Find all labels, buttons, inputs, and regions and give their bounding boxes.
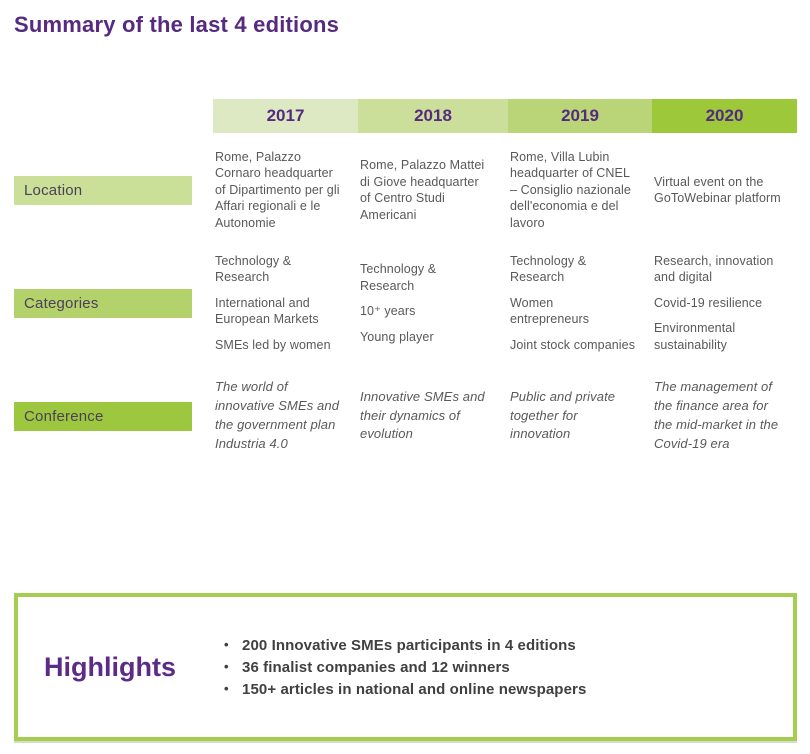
category-item: Covid-19 resilience	[654, 295, 763, 310]
category-item: Young player	[360, 329, 434, 344]
highlight-item: • 36 finalist companies and 12 winners	[220, 659, 586, 676]
category-item: Technology & Research	[360, 262, 437, 293]
conference-cell-2020: The management of the finance area for the mid-market in the Covid-19 era	[654, 379, 779, 451]
conference-label-col	[14, 364, 213, 468]
location-row	[14, 142, 797, 238]
categories-row	[14, 242, 797, 364]
category-item: 10⁺ years	[360, 304, 416, 318]
category-item: Women entrepreneurs	[510, 295, 590, 327]
highlights-box	[14, 593, 797, 741]
highlight-item: • 200 Innovative SMEs participants in 4 editions	[220, 637, 586, 654]
location-cell-2017: Rome, Palazzo Cornaro headquarter of Dipartimento per gli Affari regionali e le Autonomie	[215, 149, 340, 230]
category-item: Joint stock companies	[510, 337, 636, 352]
row-label-categories: Categories	[14, 289, 192, 318]
category-item: Research, innovation and digital	[654, 253, 774, 285]
row-label-location: Location	[14, 176, 192, 205]
categories-cell-2017	[213, 242, 358, 364]
categories-cell-2018	[358, 242, 508, 364]
highlight-item: • 150+ articles in national and online newspapers	[220, 681, 586, 698]
year-header-2019: 2019	[508, 99, 652, 133]
location-cell-2020: Virtual event on the GoToWebinar platform	[654, 174, 781, 205]
categories-cell-2019	[508, 242, 652, 364]
location-cell-2018: Rome, Palazzo Mattei di Giove headquarter of Centro Studi Americani	[360, 158, 485, 222]
location-label-col	[14, 142, 213, 238]
category-item: SMEs led by women	[215, 337, 331, 352]
categories-cell-2020	[652, 242, 797, 364]
categories-label-col	[14, 242, 213, 364]
category-item: Environmental sustainability	[654, 321, 736, 352]
category-item: International and European Markets	[215, 295, 319, 327]
year-header-row	[14, 99, 797, 133]
conference-row	[14, 364, 797, 468]
highlights-title: Highlights	[44, 651, 176, 682]
header-spacer	[14, 99, 213, 133]
location-cell-2019: Rome, Villa Lubin headquarter of CNEL – Consiglio nazionale dell'economia e del lavoro	[510, 149, 631, 230]
category-item: Technology & Research	[215, 253, 292, 285]
conference-cell-2017: The world of innovative SMEs and the government plan Industria 4.0	[215, 379, 340, 451]
conference-cell-2018: Innovative SMEs and their dynamics of evolution	[360, 388, 485, 442]
category-item: Technology & Research	[510, 253, 587, 285]
row-label-conference: Conference	[14, 402, 192, 431]
page-title: Summary of the last 4 editions	[14, 12, 340, 37]
year-header-2020: 2020	[652, 99, 797, 133]
year-header-2018: 2018	[358, 99, 508, 133]
highlights-list	[220, 632, 586, 703]
year-header-2017: 2017	[213, 99, 358, 133]
conference-cell-2019: Public and private together for innovation	[510, 388, 616, 442]
